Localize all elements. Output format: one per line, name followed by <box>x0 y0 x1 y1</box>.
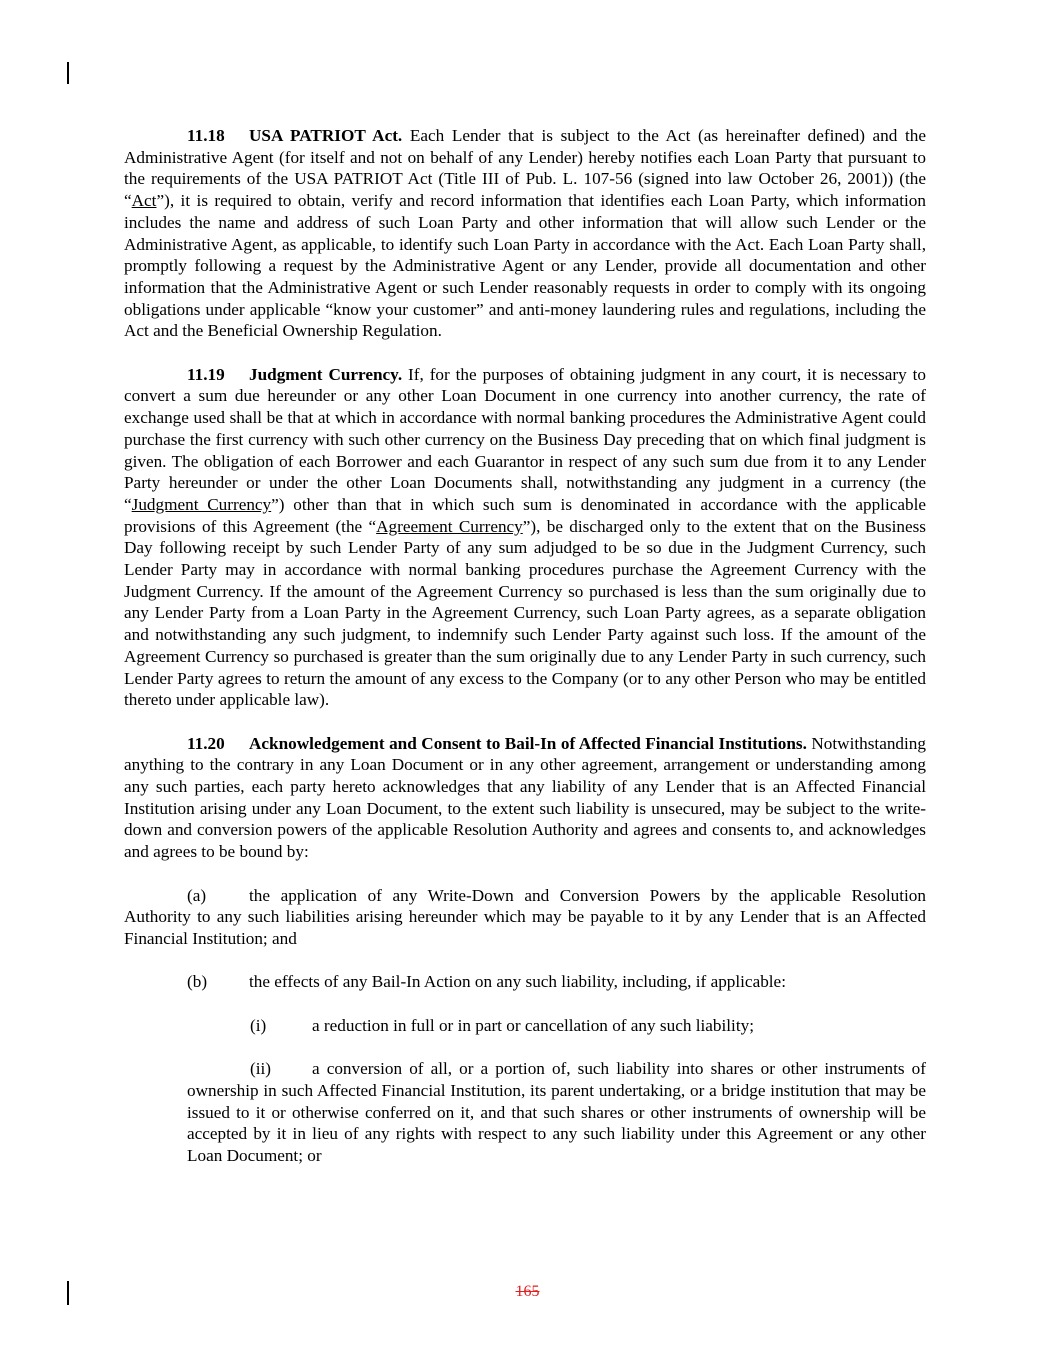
section-11-19 <box>124 364 926 711</box>
defined-term-act: Act <box>131 191 157 211</box>
section-text: Notwithstanding anything to the contrary in any Loan Document or in any other agreement, arrangement or understanding among any such parties, each party hereto acknowledges that any liability of any Lender that is an Affected Financial Institution arising under any Loan Document, to the extent such liability is unsecured, may be subject to the write- down and conversion powers of the applicable Resolution Authority and agrees and consents to, and acknowledges and agrees to be bound by: <box>124 733 926 862</box>
section-number: 11.20 <box>187 733 225 753</box>
section-text: ”), be discharged only to the extent that on the Business Day following receipt by such Lender Party of any sum adjudged to be so due in the Judgment Currency, such Lender Party may in accordance with normal banking procedures purchase the Agreement Currency with the Judgment Currency. If the amount of the Agreement Currency so purchased is less than the sum originally due to any Lender Party from a Loan Party in the Agreement Currency, such Loan Party agrees, as a separate obligation and notwithstanding any such judgment, to indemnify such Lender Party against such loss. If the amount of the Agreement Currency so purchased is greater than the sum originally due to any Lender Party in such currency, such Lender Party agrees to return the amount of any excess to the Company (or to any other Person who may be entitled thereto under applicable law). <box>124 516 926 710</box>
list-item-i <box>124 1015 926 1037</box>
section-title: Acknowledgement and Consent to Bail-In of Affected Financial Institutions. <box>249 733 807 753</box>
section-text: ”), it is required to obtain, verify and record information that identifies each Loan Party, which information includes the name and address of such Loan Party and other information that will allow such Lender or the Administrative Agent, as applicable, to identify such Loan Party in accordance with the Act. Each Loan Party shall, promptly following a request by the Administrative Agent or any Lender, provide all documentation and other information that the Administrative Agent or such Lender reasonably requests in order to comply with its ongoing obligations under applicable “know your customer” and anti-money laundering rules and regulations, including the Act and the Beneficial Ownership Regulation. <box>124 191 926 341</box>
item-label: (ii) <box>250 1059 271 1079</box>
section-number: 11.19 <box>187 364 225 384</box>
list-item-a <box>124 885 926 950</box>
page-number: 165 <box>515 1283 540 1300</box>
section-text: If, for the purposes of obtaining judgment in any court, it is necessary to convert a sum due hereunder or any other Loan Document in one currency into another currency, the rate of exchange used shall be that at which in accordance with normal banking procedures the Administrative Agent could purchase the first currency with such other currency on the Business Day preceding that on which final judgment is given. The obligation of each Borrower and each Guarantor in respect of any such sum due from it to any Lender Party hereunder or under the other Loan Documents shall, notwithstanding any judgment in a currency (the “ <box>124 364 926 514</box>
list-item-b <box>124 971 926 993</box>
section-text: ”) other than that in which such sum is denominated in accordance with the applicable provisions of this Agreement (the “ <box>124 494 926 536</box>
section-number: 11.18 <box>187 126 225 145</box>
list-item-ii <box>124 1058 926 1167</box>
item-text: the application of any Write-Down and Conversion Powers by the applicable Resolution Authority to any such liabilities arising hereunder which may be payable to it by any Lender that is an Affected Financial Institution; and <box>124 885 926 948</box>
section-text: Each Lender that is subject to the Act (as hereinafter defined) and the Administrative Agent (for itself and not on behalf of any Lender) hereby notifies each Loan Party that pursuant to the requirements of the USA PATRIOT Act (Title III of Pub. L. 107-56 (signed into law October 26, 2001)) (the “ <box>124 126 926 211</box>
defined-term-judgment-currency: Judgment Currency <box>131 494 272 514</box>
item-text: a reduction in full or in part or cancellation of any such liability; <box>312 1015 754 1035</box>
section-title: Judgment Currency. <box>249 364 403 384</box>
item-label: (a) <box>187 885 207 905</box>
item-label: (b) <box>187 972 208 992</box>
section-11-20 <box>124 733 926 863</box>
section-title: USA PATRIOT Act. <box>249 126 403 145</box>
item-text: the effects of any Bail-In Action on any such liability, including, if applicable: <box>249 972 786 992</box>
change-bar-top <box>67 62 69 84</box>
item-label: (i) <box>250 1015 267 1035</box>
section-11-18 <box>124 125 926 342</box>
item-text: a conversion of all, or a portion of, such liability into shares or other instruments of ownership in such Affected Financial Institution, its parent undertaking, or a bridge institution that may be issued to it or otherwise conferred on it, and that such shares or other instruments of ownership will be accepted by it in lieu of any rights with respect to any such liability under this Agreement or any other Loan Document; or <box>187 1059 926 1165</box>
document-page <box>124 125 926 1188</box>
defined-term-agreement-currency: Agreement Currency <box>376 516 523 536</box>
